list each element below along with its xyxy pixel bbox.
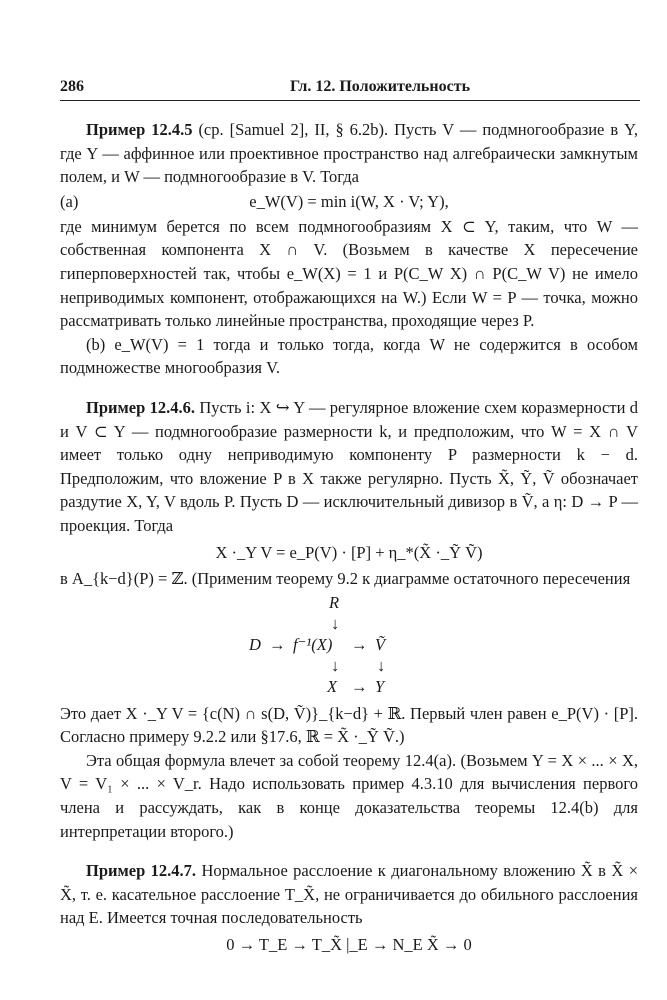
diagram-arrow-right: →	[351, 676, 368, 696]
running-header	[60, 78, 640, 101]
diagram-arrow-down: ↓	[331, 613, 340, 633]
running-title: Гл. 12. Положительность	[290, 78, 471, 95]
formula-label: (a)	[60, 191, 79, 211]
diagram-arrow-down: ↓	[331, 655, 340, 675]
formula-a	[60, 189, 638, 215]
commutative-diagram	[249, 593, 449, 698]
formula-intersection: X ·_Y V = e_P(V) · [P] + η_*(X̃ ·_Ỹ Ṽ)	[215, 542, 483, 562]
diagram-arrow-down: ↓	[377, 655, 386, 675]
example-12-4-6-para-2: в A_{k−d}(P) = ℤ. (Применим теорему 9.2 к диаграмме остаточного пересечения	[60, 569, 631, 589]
diagram-node-y: Y	[375, 676, 385, 696]
example-heading: Пример 12.4.5	[86, 120, 193, 139]
diagram-node-v-tilde: Ṽ	[375, 634, 386, 654]
diagram-arrow-right: →	[269, 634, 286, 654]
example-heading: Пример 12.4.6.	[86, 397, 195, 417]
example-12-4-5-para-a: где минимум берется по всем подмногообразиям X ⊂ Y, таким, что W — собственная компонента X ∩ V. (Возьмем в качестве X пересечение гиперповерхностей так, чтобы e_W(X) = 1 и P(C_W X) ∩ P(C_W V) не имело неприводимых компонент, отображающихся на W.) Если W = P — точка, можно рассматривать только линейные пространства, проходящие через P.	[60, 216, 638, 331]
paragraph-text: Пусть i: X ↪ Y — регулярное вложение схем коразмерности d и V ⊂ Y — подмногообразие размерности k, и предположим, что W = X ∩ V имеет только одну неприводимую компоненту P размерности k − d. Предположим, что вложение P в X также регулярно. Пусть X̃, Ỹ, Ṽ обозначает раздутие X, Y, V вдоль P. Пусть D — исключительный дивизор в Ṽ, а η: D → P — проекция. Тогда	[60, 397, 639, 535]
formula-text: e_W(V) = min i(W, X · V; Y),	[249, 191, 449, 211]
example-12-4-7-para-1	[60, 859, 638, 930]
diagram-node-d: D	[249, 634, 261, 654]
example-heading: Пример 12.4.7.	[86, 861, 197, 881]
example-12-4-5-intro	[60, 118, 638, 189]
body-text	[60, 118, 638, 960]
paragraph-text: Нормальное расслоение к диагональному вложению X̃ в X̃ × X̃, т. е. касательное расслоение T_X̃, не ограничивается до обильного расслоения над E. Имеется точная последовательность	[60, 861, 638, 928]
diagram-node-x: X	[327, 676, 338, 696]
example-12-4-6-para-1	[60, 396, 638, 538]
example-12-4-6-para-3: Это дает X ·_Y V = {c(N) ∩ s(D, Ṽ)}_{k−d} + ℝ. Первый член равен e_P(V) · [P]. Согласно примеру 9.2.2 или §17.6, ℝ = X̃ ·_Ỹ Ṽ.)	[60, 703, 638, 747]
diagram-node-r: R	[329, 592, 340, 612]
example-12-4-6-para-4: Эта общая формула влечет за собой теорему 12.4(a). (Возьмем Y = X × ... × X, V = V₁ × ... × V_r. Надо использовать пример 4.3.10 для вычисления первого члена и рассуждать, как в конце доказательства теоремы 12.4(b) для интерпретации второго.)	[60, 750, 638, 841]
formula-exact-sequence: 0 → T_E → T_X̃ |_E → N_E X̃ → 0	[226, 935, 472, 955]
example-12-4-5-para-b: (b) e_W(V) = 1 тогда и только тогда, когда W не содержится в особом подмножестве многообразия V.	[60, 334, 638, 378]
diagram-node-f-inverse-x: f⁻¹(X)	[293, 634, 333, 654]
diagram-arrow-right: →	[351, 634, 368, 654]
paragraph-text: (ср. [Samuel 2], II, § 6.2b). Пусть V — подмногообразие в Y, где Y — аффинное или проективное пространство над алгебраически замкнутым полем, и W — подмногообразие в V. Тогда	[60, 120, 638, 187]
page-number: 286	[60, 78, 84, 95]
